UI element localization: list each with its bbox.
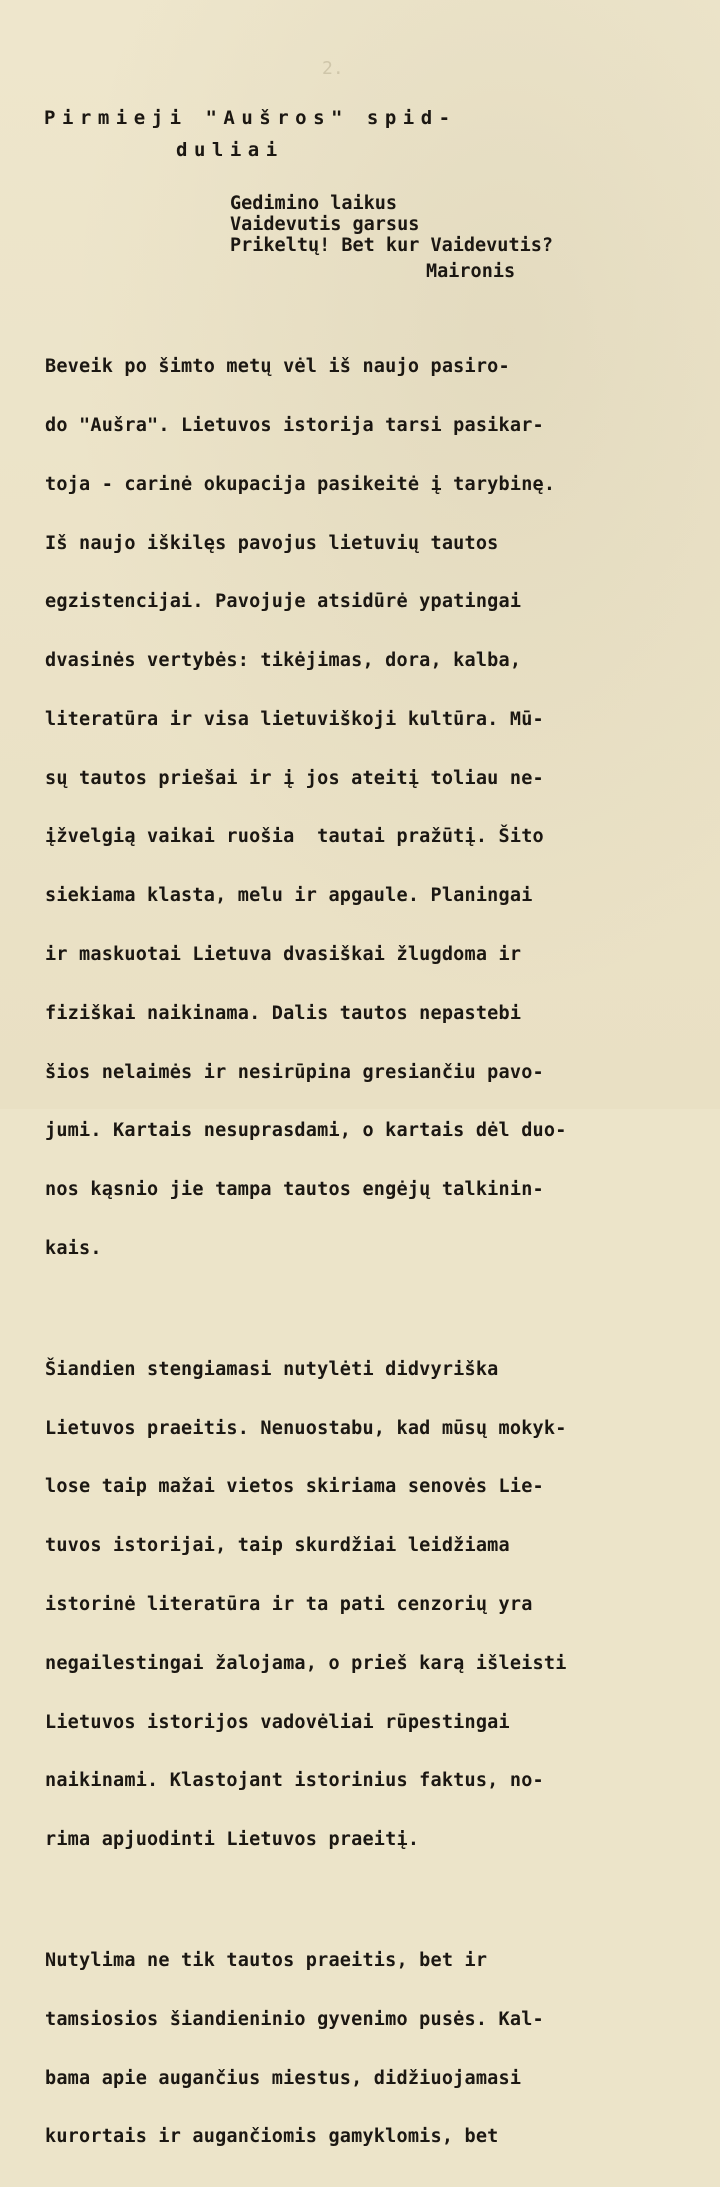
text-line: dvasinės vertybės: tikėjimas, dora, kalba,: [45, 650, 522, 672]
text-line: rima apjuodinti Lietuvos praeitį.: [45, 1829, 420, 1851]
text-line: istorinė literatūra ir ta pati cenzorių yra: [45, 1594, 533, 1615]
text-line: naikinami. Klastojant istorinius faktus, no-: [45, 1770, 544, 1792]
text-line: Beveik po šimto metų vėl iš naujo pasiro-: [45, 356, 510, 378]
text-line: šios nelaimės ir nesirūpina gresiančiu pavo-: [45, 1061, 544, 1083]
body-text: [45, 318, 685, 2186]
text-line: Nutylima ne tik tautos praeitis, bet ir: [45, 1950, 488, 1972]
text-line: kurortais ir augančiomis gamyklomis, bet: [45, 2126, 499, 2148]
text-line: lose taip mažai vietos skiriama senovės Lie-: [45, 1476, 544, 1498]
text-line: negailestingai žalojama, o prieš karą išleisti: [45, 1652, 567, 1674]
epigraph: [230, 193, 690, 282]
paragraph-2: [45, 1321, 685, 1889]
epigraph-line: Gedimino laikus: [230, 193, 398, 214]
text-line: fiziškai naikinama. Dalis tautos nepastebi: [45, 1002, 522, 1024]
text-line: ir maskuotai Lietuva dvasiškai žlugdoma ir: [45, 944, 522, 965]
text-line: bama apie augančius miestus, didžiuojamasi: [45, 2067, 522, 2089]
text-line: Šiandien stengiamasi nutylėti didvyriška: [45, 1358, 499, 1380]
text-line: Iš naujo iškilęs pavojus lietuvių tautos: [45, 532, 499, 554]
text-line: literatūra ir visa lietuviškoji kultūra. Mū-: [45, 708, 544, 730]
text-line: egzistencijai. Pavojuje atsidūrė ypatingai: [45, 591, 522, 613]
text-line: jumi. Kartais nesuprasdami, o kartais dėl duo-: [45, 1120, 567, 1142]
title-line-2: duliai: [176, 139, 284, 161]
text-line: do "Aušra". Lietuvos istorija tarsi pasikar-: [45, 414, 544, 436]
text-line: sų tautos priešai ir į jos ateitį toliau ne-: [45, 767, 544, 789]
epigraph-author: Maironis: [426, 261, 516, 282]
text-line: įžvelgią vaikai ruošia tautai pražūtį. Šito: [45, 826, 544, 848]
text-line: nos kąsnio jie tampa tautos engėjų talkinin-: [45, 1179, 544, 1201]
text-line: kais.: [45, 1237, 102, 1259]
text-line: tuvos istorijai, taip skurdžiai leidžiama: [45, 1535, 510, 1557]
epigraph-line: Vaidevutis garsus: [230, 214, 420, 235]
page-number: 2.: [322, 58, 344, 79]
text-line: tamsiosios šiandieninio gyvenimo pusės. Kal-: [45, 2008, 544, 2030]
epigraph-line: Prikeltų! Bet kur Vaidevutis?: [230, 235, 554, 256]
paragraph-3: [45, 1912, 685, 2186]
text-line: Lietuvos istorijos vadovėliai rūpestingai: [45, 1711, 510, 1733]
text-line: Lietuvos praeitis. Nenuostabu, kad mūsų mokyk-: [45, 1417, 567, 1439]
chapter-title: [44, 102, 684, 166]
text-line: siekiama klasta, melu ir apgaule. Planingai: [45, 885, 533, 907]
title-line-1: Pirmieji "Aušros" spid-: [44, 107, 457, 129]
text-line: toja - carinė okupacija pasikeitė į tarybinę.: [45, 473, 556, 495]
paragraph-1: [45, 318, 685, 1298]
